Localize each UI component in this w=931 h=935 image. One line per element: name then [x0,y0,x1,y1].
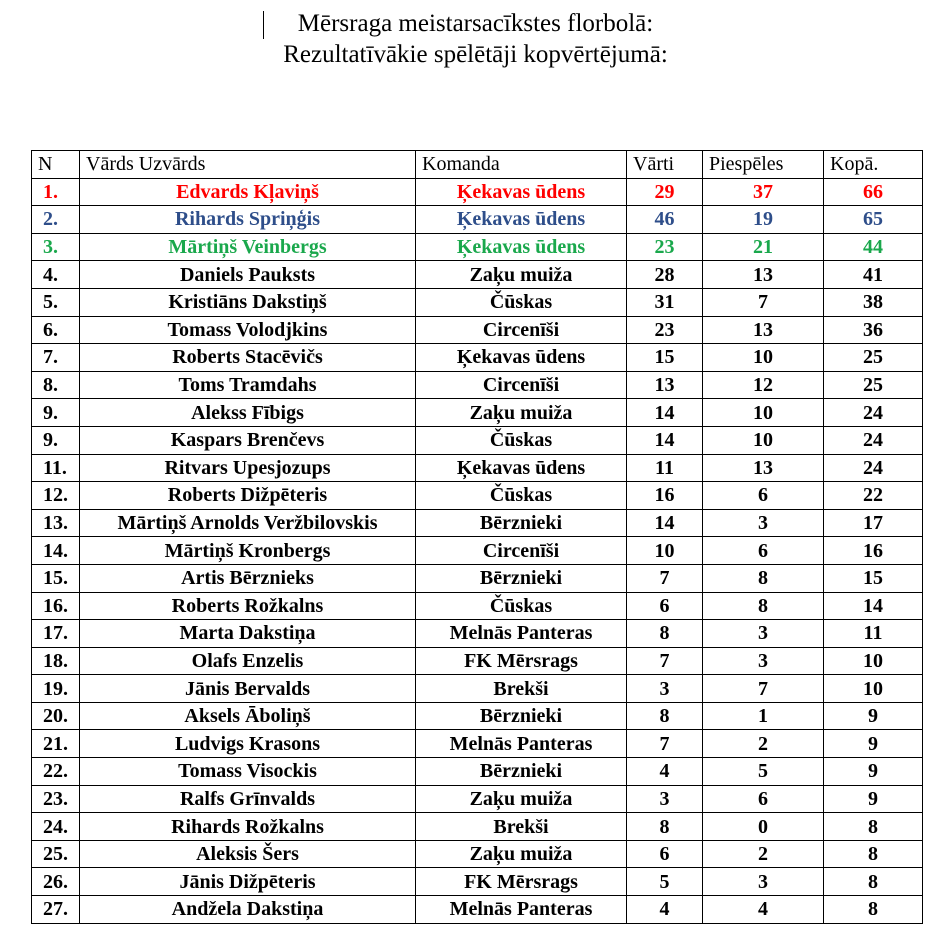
cell-name: Ritvars Upesjozups [80,454,416,482]
cell-n: 17. [32,620,80,648]
cell-name: Artis Bērznieks [80,564,416,592]
cell-n: 18. [32,647,80,675]
cell-team: Circenīši [416,537,627,565]
cell-assists: 1 [703,702,824,730]
cell-assists: 3 [703,647,824,675]
cell-goals: 14 [627,426,703,454]
cell-goals: 7 [627,730,703,758]
table-row [32,813,923,841]
table-row [32,371,923,399]
cell-assists: 6 [703,482,824,510]
cell-goals: 28 [627,261,703,289]
cell-team: Zaķu muiža [416,785,627,813]
cell-n: 20. [32,702,80,730]
cell-assists: 13 [703,316,824,344]
cell-goals: 29 [627,178,703,206]
cell-team: Čūskas [416,426,627,454]
cell-team: Ķekavas ūdens [416,178,627,206]
header-goals: Vārti [627,151,703,179]
header-n: N [32,151,80,179]
cell-name: Rihards Spriņģis [80,206,416,234]
cell-team: Bērznieki [416,758,627,786]
cell-name: Roberts Dižpēteris [80,482,416,510]
cell-goals: 8 [627,813,703,841]
text-cursor [263,11,264,39]
cell-n: 1. [32,178,80,206]
table-row [32,758,923,786]
cell-team: Zaķu muiža [416,261,627,289]
cell-assists: 2 [703,840,824,868]
cell-n: 25. [32,840,80,868]
cell-team: Melnās Panteras [416,730,627,758]
cell-team: Ķekavas ūdens [416,206,627,234]
cell-total: 11 [824,620,923,648]
cell-name: Ralfs Grīnvalds [80,785,416,813]
cell-n: 21. [32,730,80,758]
cell-goals: 3 [627,785,703,813]
cell-assists: 8 [703,564,824,592]
cell-name: Mārtiņš Veinbergs [80,233,416,261]
cell-assists: 3 [703,620,824,648]
cell-name: Marta Dakstiņa [80,620,416,648]
cell-n: 5. [32,288,80,316]
cell-assists: 13 [703,454,824,482]
cell-team: Ķekavas ūdens [416,344,627,372]
table-row [32,509,923,537]
cell-goals: 14 [627,399,703,427]
cell-assists: 21 [703,233,824,261]
cell-n: 6. [32,316,80,344]
cell-total: 8 [824,868,923,896]
cell-n: 24. [32,813,80,841]
cell-total: 24 [824,399,923,427]
cell-assists: 5 [703,758,824,786]
cell-total: 8 [824,813,923,841]
cell-n: 7. [32,344,80,372]
cell-n: 3. [32,233,80,261]
table-row [32,454,923,482]
cell-team: Čūskas [416,592,627,620]
cell-team: Ķekavas ūdens [416,233,627,261]
table-row [32,675,923,703]
cell-total: 17 [824,509,923,537]
cell-total: 16 [824,537,923,565]
cell-assists: 6 [703,785,824,813]
cell-total: 9 [824,730,923,758]
cell-team: Zaķu muiža [416,399,627,427]
cell-name: Jānis Bervalds [80,675,416,703]
cell-name: Daniels Pauksts [80,261,416,289]
cell-goals: 8 [627,620,703,648]
cell-team: Melnās Panteras [416,896,627,924]
cell-total: 25 [824,344,923,372]
cell-goals: 8 [627,702,703,730]
cell-total: 9 [824,702,923,730]
cell-n: 26. [32,868,80,896]
cell-name: Aksels Āboliņš [80,702,416,730]
table-row [32,399,923,427]
cell-assists: 6 [703,537,824,565]
cell-n: 4. [32,261,80,289]
header-assists: Piespēles [703,151,824,179]
cell-assists: 7 [703,288,824,316]
cell-total: 38 [824,288,923,316]
cell-total: 10 [824,675,923,703]
table-header-row [32,151,923,179]
cell-assists: 12 [703,371,824,399]
cell-team: Brekši [416,813,627,841]
table-row [32,261,923,289]
cell-name: Jānis Dižpēteris [80,868,416,896]
table-row [32,537,923,565]
cell-total: 65 [824,206,923,234]
table-row [32,288,923,316]
title-line-1: Mērsraga meistarsacīkstes florbolā: [297,10,654,37]
cell-team: Čūskas [416,482,627,510]
scorers-table [31,150,923,924]
cell-assists: 10 [703,399,824,427]
cell-name: Andžela Dakstiņa [80,896,416,924]
cell-goals: 13 [627,371,703,399]
cell-name: Ludvigs Krasons [80,730,416,758]
cell-n: 19. [32,675,80,703]
cell-assists: 0 [703,813,824,841]
cell-n: 13. [32,509,80,537]
table-row [32,316,923,344]
cell-goals: 23 [627,233,703,261]
cell-team: Brekši [416,675,627,703]
cell-goals: 10 [627,537,703,565]
cell-team: FK Mērsrags [416,647,627,675]
document-title [0,8,931,70]
title-line-2: Rezultatīvākie spēlētāji kopvērtējumā: [283,41,668,68]
cell-goals: 23 [627,316,703,344]
cell-total: 44 [824,233,923,261]
cell-goals: 31 [627,288,703,316]
cell-n: 12. [32,482,80,510]
cell-n: 23. [32,785,80,813]
cell-total: 36 [824,316,923,344]
table-row [32,868,923,896]
cell-total: 10 [824,647,923,675]
table-row [32,592,923,620]
cell-name: Olafs Enzelis [80,647,416,675]
cell-total: 66 [824,178,923,206]
table-row [32,233,923,261]
table-row [32,344,923,372]
table-row [32,647,923,675]
cell-team: Zaķu muiža [416,840,627,868]
table-row [32,426,923,454]
cell-goals: 4 [627,896,703,924]
cell-assists: 10 [703,344,824,372]
cell-name: Alekss Fībigs [80,399,416,427]
cell-total: 14 [824,592,923,620]
cell-assists: 8 [703,592,824,620]
cell-total: 24 [824,454,923,482]
cell-n: 15. [32,564,80,592]
cell-goals: 5 [627,868,703,896]
table-row [32,206,923,234]
cell-n: 8. [32,371,80,399]
cell-assists: 10 [703,426,824,454]
header-team: Komanda [416,151,627,179]
cell-goals: 16 [627,482,703,510]
cell-name: Toms Tramdahs [80,371,416,399]
cell-goals: 15 [627,344,703,372]
cell-assists: 19 [703,206,824,234]
cell-team: Ķekavas ūdens [416,454,627,482]
cell-goals: 46 [627,206,703,234]
cell-total: 8 [824,896,923,924]
header-total: Kopā. [824,151,923,179]
cell-team: Čūskas [416,288,627,316]
cell-n: 9. [32,399,80,427]
cell-name: Roberts Rožkalns [80,592,416,620]
table-row [32,564,923,592]
cell-goals: 7 [627,564,703,592]
header-name: Vārds Uzvārds [80,151,416,179]
cell-team: Bērznieki [416,509,627,537]
cell-team: Bērznieki [416,702,627,730]
cell-goals: 14 [627,509,703,537]
cell-team: Circenīši [416,316,627,344]
cell-name: Mārtiņš Arnolds Veržbilovskis [80,509,416,537]
cell-assists: 13 [703,261,824,289]
cell-name: Rihards Rožkalns [80,813,416,841]
cell-n: 14. [32,537,80,565]
cell-total: 15 [824,564,923,592]
cell-name: Roberts Stacēvičs [80,344,416,372]
cell-n: 22. [32,758,80,786]
cell-assists: 3 [703,509,824,537]
table-row [32,785,923,813]
cell-n: 9. [32,426,80,454]
table-row [32,840,923,868]
cell-name: Kristiāns Dakstiņš [80,288,416,316]
cell-goals: 11 [627,454,703,482]
cell-total: 22 [824,482,923,510]
cell-assists: 3 [703,868,824,896]
cell-assists: 4 [703,896,824,924]
cell-n: 2. [32,206,80,234]
table-row [32,702,923,730]
cell-assists: 2 [703,730,824,758]
cell-n: 11. [32,454,80,482]
cell-name: Edvards Kļaviņš [80,178,416,206]
cell-total: 8 [824,840,923,868]
cell-name: Tomass Visockis [80,758,416,786]
cell-total: 41 [824,261,923,289]
cell-goals: 6 [627,840,703,868]
cell-n: 27. [32,896,80,924]
cell-goals: 4 [627,758,703,786]
cell-total: 25 [824,371,923,399]
cell-total: 9 [824,758,923,786]
table-row [32,896,923,924]
table-row [32,482,923,510]
table-row [32,178,923,206]
cell-name: Kaspars Brenčevs [80,426,416,454]
cell-goals: 6 [627,592,703,620]
cell-team: Bērznieki [416,564,627,592]
cell-team: Circenīši [416,371,627,399]
cell-name: Aleksis Šers [80,840,416,868]
cell-goals: 7 [627,647,703,675]
cell-assists: 37 [703,178,824,206]
cell-total: 24 [824,426,923,454]
cell-team: FK Mērsrags [416,868,627,896]
table-row [32,620,923,648]
cell-assists: 7 [703,675,824,703]
cell-goals: 3 [627,675,703,703]
cell-team: Melnās Panteras [416,620,627,648]
cell-n: 16. [32,592,80,620]
cell-name: Mārtiņš Kronbergs [80,537,416,565]
table-row [32,730,923,758]
cell-total: 9 [824,785,923,813]
cell-name: Tomass Volodjkins [80,316,416,344]
